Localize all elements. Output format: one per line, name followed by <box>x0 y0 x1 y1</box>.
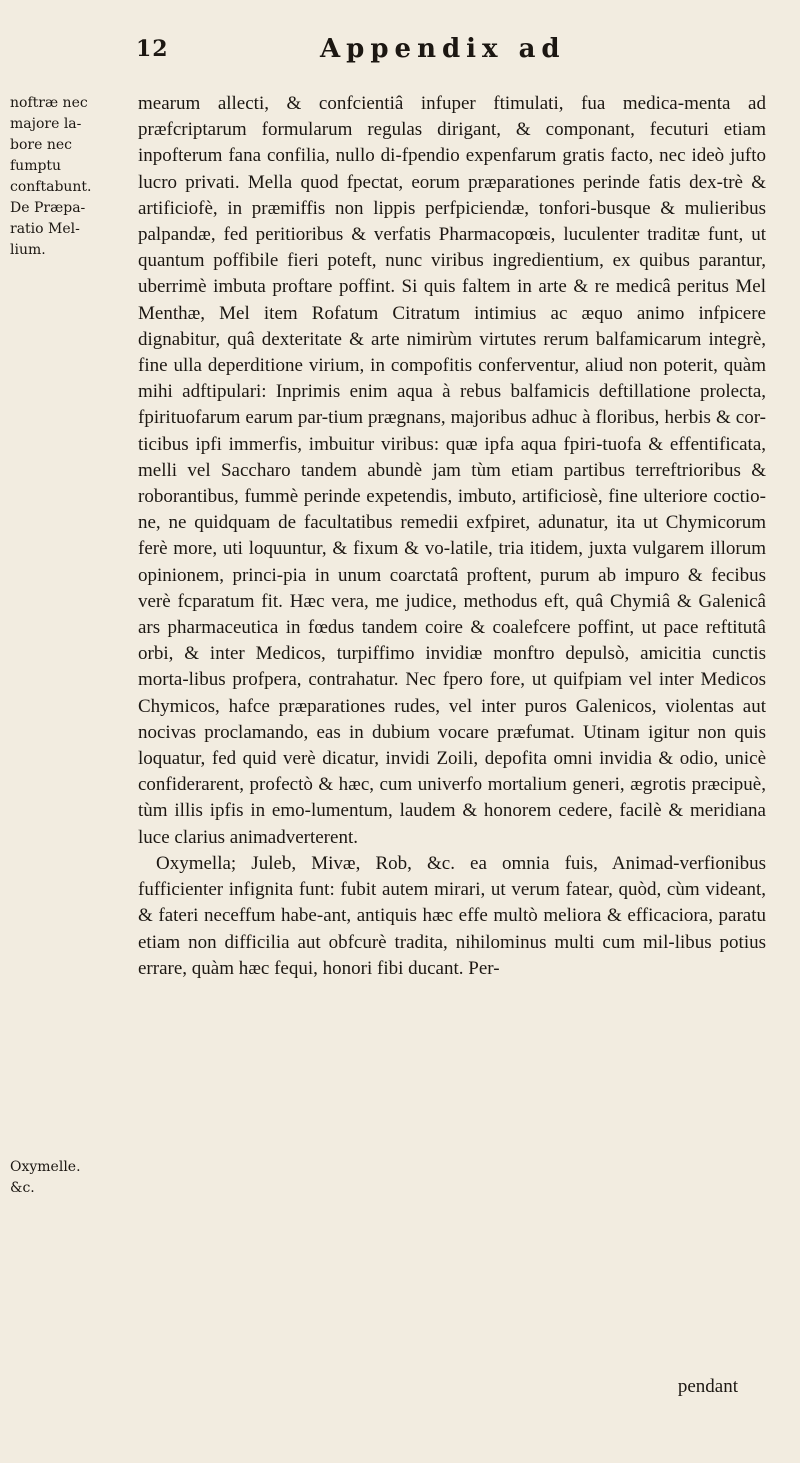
margin-note-line: Oxymelle. <box>10 1159 81 1175</box>
margin-note-line: majore la- <box>10 116 82 132</box>
body-text <box>138 91 766 982</box>
page-header <box>100 34 720 74</box>
paragraph: mearum allecti, & confcientiâ infuper ftimulati, fua medica-menta ad præfcriptarum formularum regulas dirigant, & componant, fecuturi etiam inpofterum fana confilia, nullo di-fpendio expenfarum gratis facto, nec ideò jufto lucro privati. Mella quod fpectat, eorum præparationes perinde fatis dex-trè & artificiofè, in præmiffis non lippis perfpiciendæ, tonfori-busque & mulieribus palpandæ, fed peritioribus & verfatis Pharmacopœis, luculenter traditæ funt, ut quantum poffibile fieri poteft, nunc viribus ingredientium, ex quibus parantur, uberrimè imbuta proftare poffint. Si quis faltem in arte & re medicâ peritus Mel Menthæ, Mel item Rofatum Citratum intimius ac æquo animo infpicere dignabitur, quâ dexteritate & arte nimirùm virtutes rerum balfamicarum integrè, fine ulla deperditione virium, in compofitis conferventur, aliud non poterit, quàm mihi adftipulari: Inprimis enim aqua à rebus balfamicis deftillatione prolecta, fpirituofarum earum par-tium prægnans, majoribus adhuc à floribus, herbis & cor-ticibus ipfi immerfis, imbuitur viribus: quæ ipfa aqua fpiri-tuofa & effentificata, melli vel Sacchаro tandem abundè jam tùm etiam partibus terreftrioribus & roborantibus, fummè perinde expetendis, imbuto, artificiosè, fine ulteriore coctio-ne, ne quidquam de facultatibus remedii exfpiret, adunatur, ita ut Chymicorum ferè more, uti loquuntur, & fixum & vo-latile, tria itidem, juxta vulgarem illorum opinionem, princi-pia in unum coarctatâ proftent, purum ab impuro & fecibus verè fcparatum fit. Hæc vera, me judice, methodus eft, quâ Chymiâ & Galenicâ ars pharmaceutica in fœdus tandem coire & coalefcere poffint, ut pace reftitutâ orbi, & inter Medicos, turpiffimo invidiæ monftro depulsò, amicitia cunctis morta-libus profpera, contrahatur. Nec fpero fore, ut quifpiam vel inter Medicos Chymicos, hafce præparationes rudes, vel inter puros Galenicos, violentas aut nocivas proclamando, eas in dubium vocare præfumat. Utinam igitur non quis loquatur, fed quid verè dicatur, invidi Zoili, depofita omni invidia & odio, unicè confiderarent, profectò & hæc, cum univerfo mortalium generi, ægrotis præcipuè, tùm illis ipfis in emo-lumentum, laudem & honorem cedere, facilè & meridiana luce clarius animadverterent. <box>138 93 766 848</box>
margin-note-line: &c. <box>10 1180 35 1196</box>
margin-note <box>10 198 106 261</box>
margin-note-line: conftabunt. <box>10 179 92 195</box>
page-number: 12 <box>136 36 169 62</box>
margin-note-line: ratio Mel- <box>10 221 80 237</box>
catchword: pendant <box>677 1376 738 1397</box>
margin-note-line: bore nec <box>10 137 72 153</box>
margin-note-line: fumptu <box>10 158 62 174</box>
paragraph: Oxymella; Juleb, Mivæ, Rob, &c. ea omnia fuis, Animad-verfionibus fufficienter infignita funt: fubit autem mirari, ut verum fatear, quòd, cùm videant, & fateri neceffum habe-ant, antiquis hæc effe multò meliora & efficaciora, paratu etiam non difficilia aut obfcurè tradita, nihilominus multi cum mil-libus potius errare, quàm hæc fequi, honori fibi ducant. Per- <box>138 852 766 979</box>
margin-note <box>10 1157 106 1199</box>
running-title: Appendix ad <box>320 34 566 64</box>
margin-note-line: De Præpa- <box>10 200 86 216</box>
margin-note <box>10 93 106 198</box>
margin-note-line: noftræ nec <box>10 95 88 111</box>
margin-note-line: lium. <box>10 242 46 258</box>
